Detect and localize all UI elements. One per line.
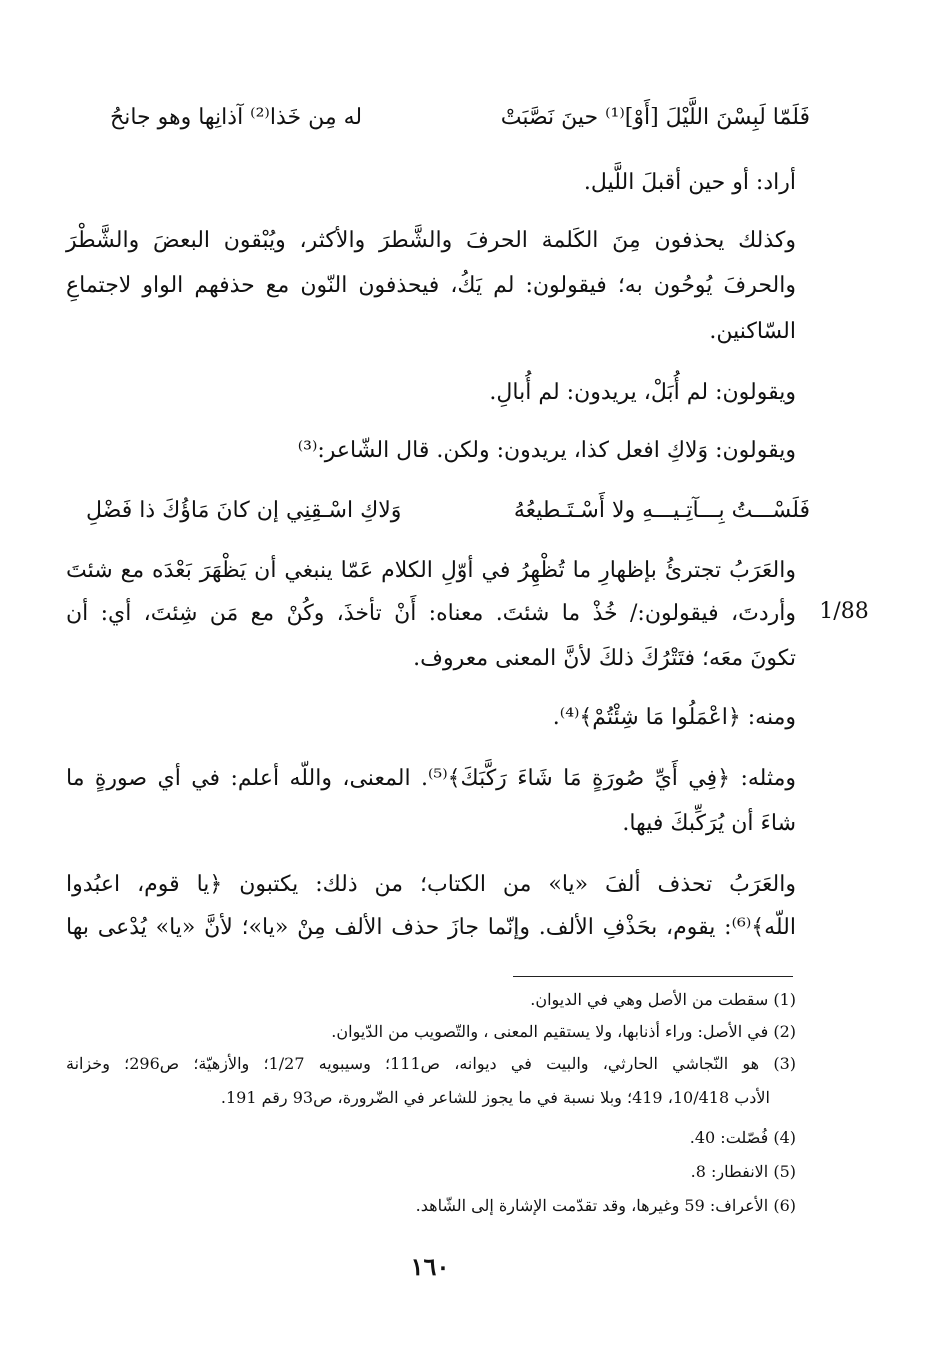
footnote: (4) فُصّلت: 40. xyxy=(689,1128,796,1147)
body-line: أراد: أو حين أقبلَ اللَّيل. xyxy=(583,170,796,195)
verse-hemistich-left: له مِن خَذا⁽²⁾ آذانِها وهو جانحُ xyxy=(110,105,363,130)
body-line: تكونَ معَه؛ فتَتْرُكَ ذلكَ لأنَّ المعنى معروف. xyxy=(413,646,796,671)
footnote: (1) سقطت من الأصل وهي في الديوان. xyxy=(530,990,796,1009)
verse-line-2 xyxy=(86,496,810,526)
footnote: (6) الأعراف: 59 وغيرها، وقد تقدّمت الإشارة إلى الشّاهد. xyxy=(415,1196,796,1215)
footnote: (2) في الأصل: وراء أذنابها، ولا يستقيم المعنى ، والتّصويب من الدّيوان. xyxy=(331,1022,796,1041)
page-number: ١٦٠ xyxy=(410,1252,450,1281)
verse-hemistich-right: فَلَسْـــتُ بِـــآتِـيـــهِ ولا أَسْـتَـطيعُهُ xyxy=(513,498,810,523)
footnote: (3) هو النّجاشي الحارثي، والبيت في ديوانه، ص111؛ وسيبويه 1/27؛ والأزهيّة؛ ص296؛ وخزانة xyxy=(66,1054,796,1073)
body-line: السّاكنين. xyxy=(709,319,796,344)
body-line: ومثله: ﴿فِي أَيِّ صُورَةٍ مَا شَاءَ رَكَّبَكَ﴾⁽⁵⁾. المعنى، واللّه أعلم: في أي صورةٍ ما xyxy=(66,766,796,791)
body-line: وكذلك يحذفون مِنَ الكَلمة الحرفَ والشَّطرَ والأكثر، ويُبْقون البعضَ والشَّطْرَ xyxy=(66,228,796,253)
body-line: ويقولون: وَلاكِ افعل كذا، يريدون: ولكن. قال الشّاعر:⁽³⁾ xyxy=(297,438,796,463)
verse-line-1 xyxy=(110,103,810,133)
body-line: شاءَ أن يُرَكِّبكَ فيها. xyxy=(622,811,796,836)
body-line: ومنه: ﴿اعْمَلُوا مَا شِئْتُمْ﴾⁽⁴⁾. xyxy=(552,705,796,730)
margin-page-reference: 1/88 xyxy=(819,599,869,624)
footnote-separator xyxy=(513,976,793,977)
verse-hemistich-right: فَلَمّا لَبِسْنَ اللَّيْلَ [أَوْ]⁽¹⁾ حينَ نَصَّبَتْ xyxy=(500,105,810,130)
body-line: وأردتَ، فيقولون:/ خُذْ ما شئتَ. معناه: أَنْ تأخذَ، وكُنْ مع مَن شِئتَ، أي: أن xyxy=(66,601,796,626)
body-line: اللّه﴾⁽⁶⁾: يقوم، بحَذْفِ الألف. وإنّما جازَ حذف الألف مِنْ «يا»؛ لأنَّ «يا» يُدْعى بها xyxy=(66,915,796,940)
body-line: والعَرَبُ تجترئُ بإظهارِ ما تُظْهِرُ في أوّلِ الكلام عَمّا ينبغي أن يَظْهَرَ بَعْدَه مع شئتَ xyxy=(66,558,796,583)
body-line: والعَرَبُ تحذف ألفَ «يا» من الكتاب؛ من ذلك: يكتبون ﴿يا قوم، اعبُدوا xyxy=(66,872,796,897)
footnote-continuation: الأدب 10/418، 419؛ وبلا نسبة في ما يجوز للشاعر في الضّرورة، ص93 رقم 191. xyxy=(220,1088,770,1107)
body-line: ويقولون: لم أُبَلْ، يريدون: لم أُبالِ. xyxy=(489,380,796,405)
verse-hemistich-left: وَلاكِ اسْـقِنِي إن كانَ مَاؤُكَ ذا فَضْلِ xyxy=(86,498,402,523)
footnote: (5) الانفطار: 8. xyxy=(690,1162,796,1181)
body-line: والحرفَ يُوحُون به؛ فيقولون: لم يَكُ، فيحذفون النّون مع حذفهم الواو لاجتماعِ xyxy=(66,273,796,298)
